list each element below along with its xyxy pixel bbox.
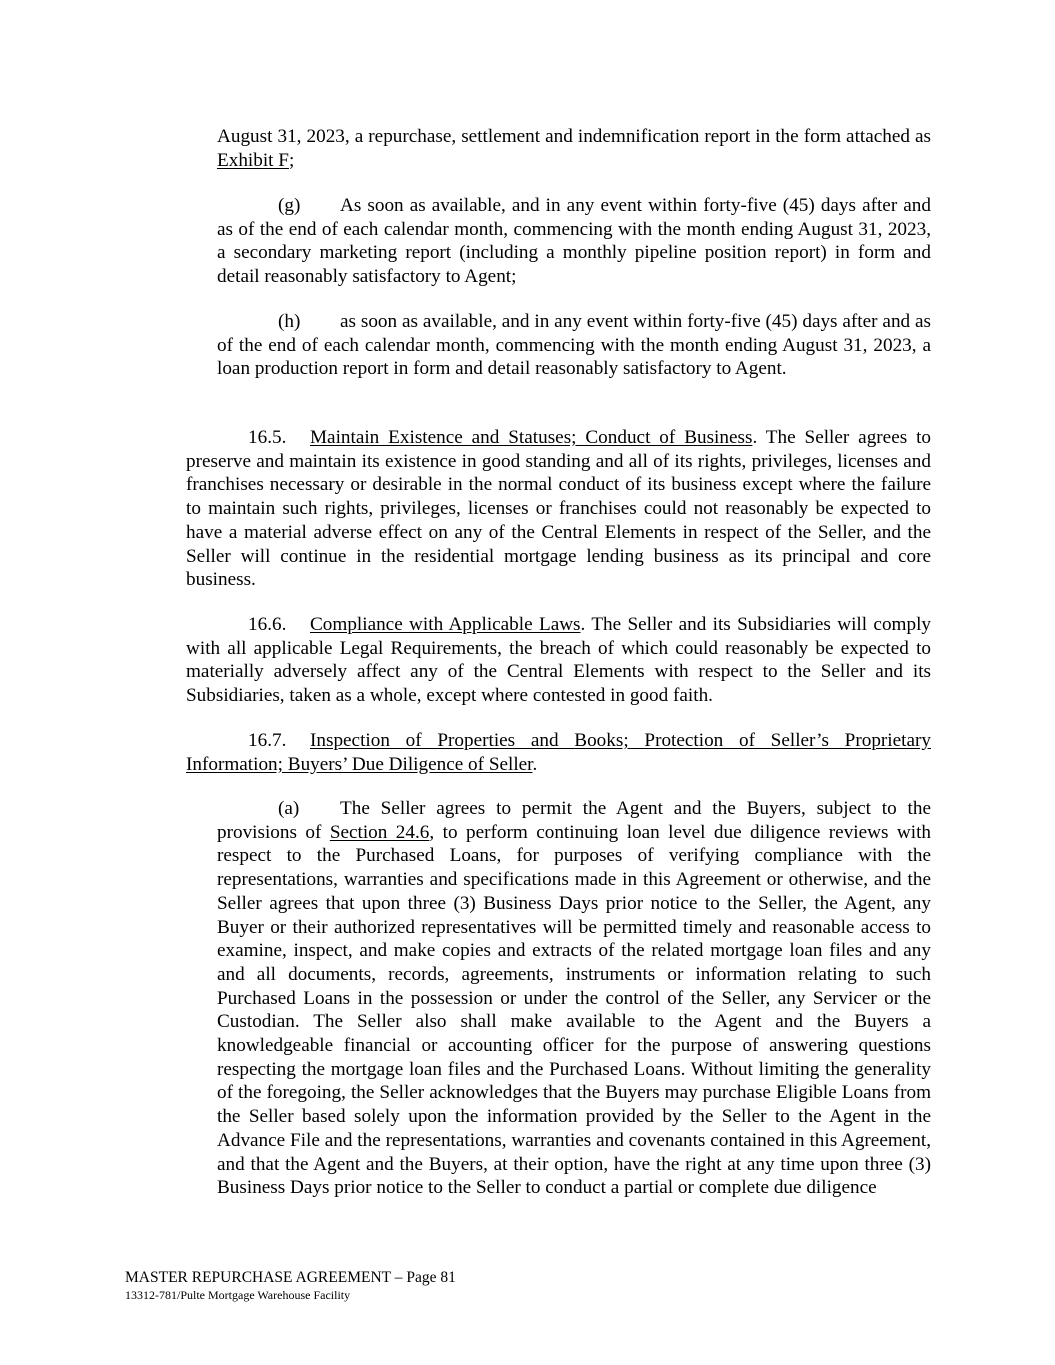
- paragraph-h-label: (h): [278, 311, 301, 332]
- section-24-6-reference: Section 24.6: [329, 821, 430, 843]
- section-16-7-number: 16.7.: [248, 730, 287, 751]
- paragraph-f-continuation: August 31, 2023, a repurchase, settlement and indemnification report in the form attached as Exhibit F;: [217, 126, 931, 171]
- paragraph-a-label: (a): [278, 798, 300, 819]
- section-16-5-number: 16.5.: [248, 427, 287, 448]
- section-16-6-heading: Compliance with Applicable Laws: [310, 614, 581, 635]
- paragraph-h: (h) as soon as available, and in any event within forty-five (45) days after and as of the end of each calendar month, commencing with the month ending August 31, 2023, a loan production report in form and detail reasonably satisfactory to Agent.: [217, 311, 931, 380]
- section-16-5-heading: Maintain Existence and Statuses; Conduct of Business: [310, 427, 753, 448]
- paragraph-a: (a) The Seller agrees to permit the Agent and the Buyers, subject to the provisions of Section 24.6, to perform continuing loan level due diligence reviews with respect to the Purchased Loans, for purposes of verifying compliance with the representations, warranties and specifications made in this Agreement or otherwise, and the Seller agrees that upon three (3) Business Days prior notice to the Seller, the Agent, any Buyer or their authorized representatives will be permitted timely and reasonable access to examine, inspect, and make copies and extracts of the related mortgage loan files and any and all documents, records, agreements, instruments or information relating to such Purchased Loans in the possession or under the control of the Seller, any Servicer or the Custodian. The Seller also shall make available to the Agent and the Buyers a knowledgeable financial or accounting officer for the purpose of answering questions respecting the mortgage loan files and the Purchased Loans. Without limiting the generality of the foregoing, the Seller acknowledges that the Buyers may purchase Eligible Loans from the Seller based solely upon the information provided by the Seller to the Agent in the Advance File and the representations, warranties and covenants contained in this Agreement, and that the Agent and the Buyers, at their option, have the right at any time upon three (3) Business Days prior notice to the Seller to conduct a partial or complete due diligence: [217, 798, 932, 1199]
- footer-subtitle: 13312-781/Pulte Mortgage Warehouse Facility: [125, 1288, 351, 1302]
- footer-title: MASTER REPURCHASE AGREEMENT – Page 81: [125, 1269, 456, 1286]
- paragraph-g-label: (g): [278, 195, 301, 216]
- section-16-6-number: 16.6.: [248, 614, 287, 635]
- section-16-7: 16.7. Inspection of Properties and Books; Protection of Seller’s Proprietary Information; Buyers’ Due Diligence of Seller.: [186, 730, 931, 775]
- exhibit-f-reference: Exhibit F: [217, 149, 289, 171]
- section-16-5: 16.5. Maintain Existence and Statuses; Conduct of Business. The Seller agrees to preserve and maintain its existence in good standing and all of its rights, privileges, licenses and franchises necessary or desirable in the normal conduct of its business except where the failure to maintain such rights, privileges, licenses or franchises could not reasonably be expected to have a material adverse effect on any of the Central Elements in respect of the Seller, and the Seller will continue in the residential mortgage lending business as its principal and core business.: [186, 427, 931, 591]
- paragraph-g: (g) As soon as available, and in any event within forty-five (45) days after and as of the end of each calendar month, commencing with the month ending August 31, 2023, a secondary marketing report (including a monthly pipeline position report) in form and detail reasonably satisfactory to Agent;: [217, 195, 931, 288]
- section-16-6: 16.6. Compliance with Applicable Laws. The Seller and its Subsidiaries will comply with all applicable Legal Requirements, the breach of which could reasonably be expected to materially adversely affect any of the Central Elements with respect to the Seller and its Subsidiaries, taken as a whole, except where contested in good faith.: [186, 614, 931, 707]
- section-16-7-heading: Inspection of Properties and Books; Protection of Seller’s Proprietary Information; Buyers’ Due Diligence of Seller: [186, 730, 931, 775]
